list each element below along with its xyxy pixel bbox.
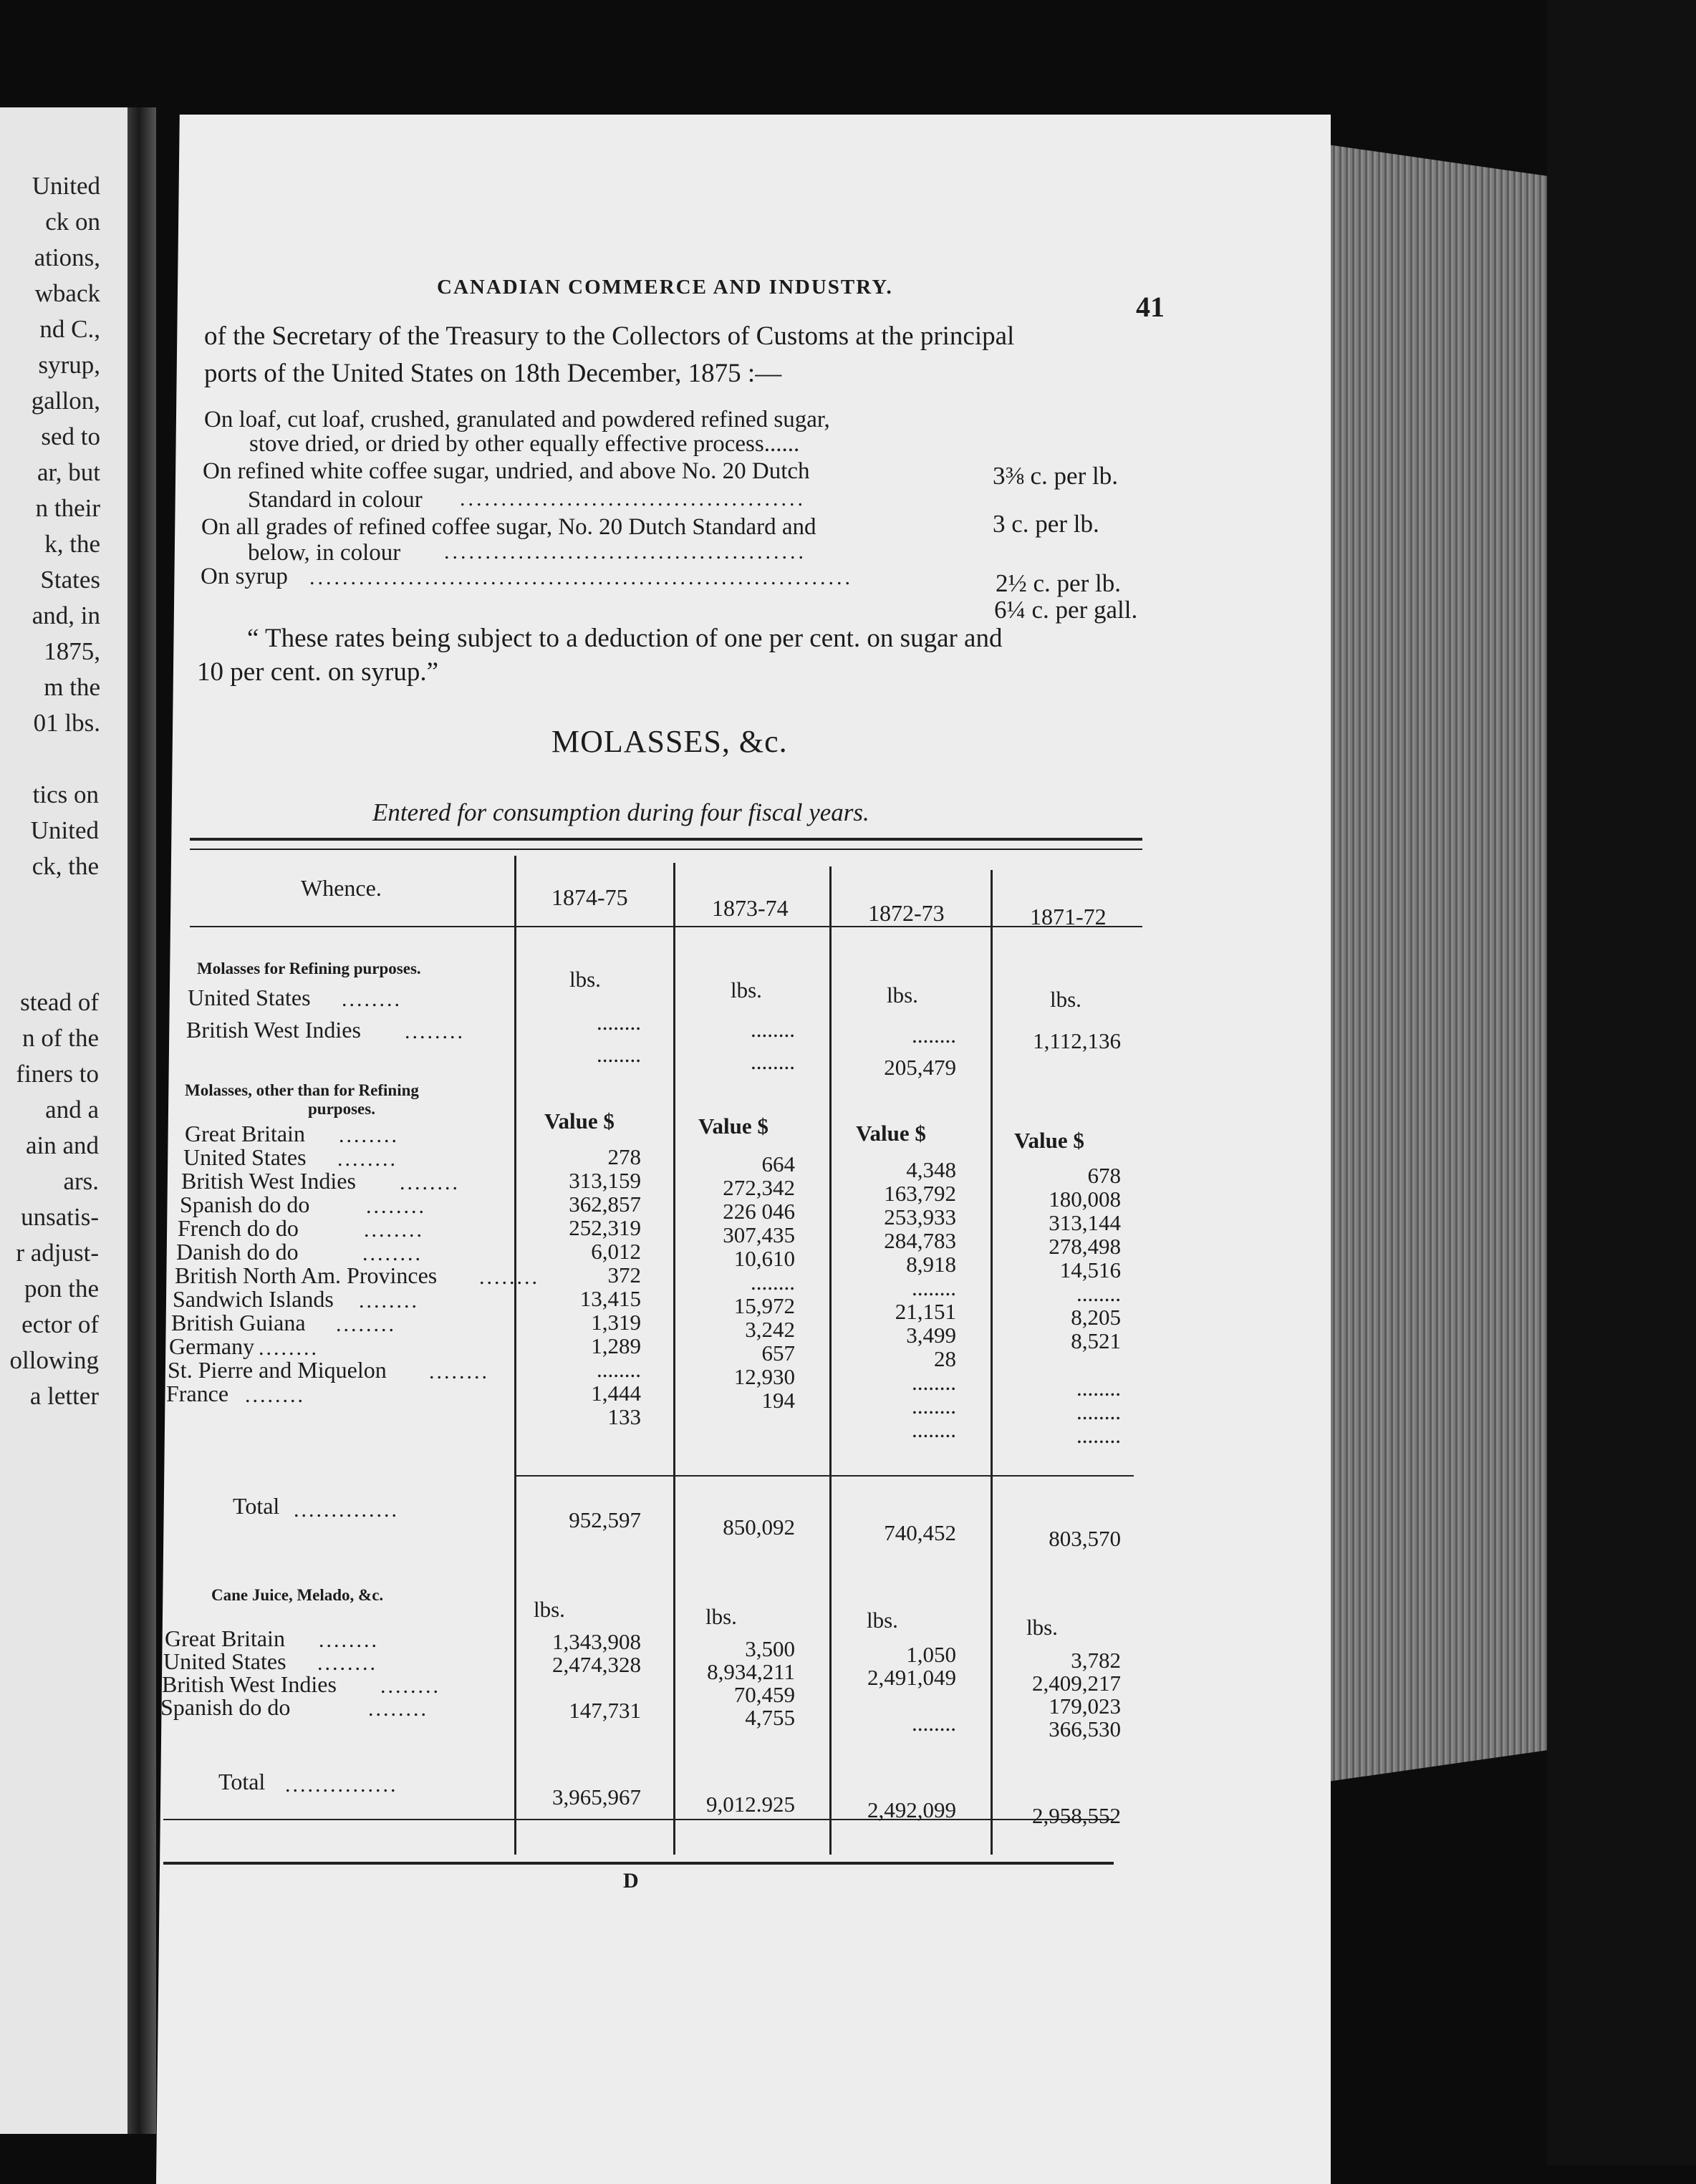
rate-line-6: below, in colour	[248, 540, 401, 566]
table-cell: 13,415	[579, 1286, 641, 1311]
rate-line-5: On all grades of refined coffee sugar, No. 20 Dutch Standard and	[201, 514, 816, 540]
table-cell: ........	[1076, 1423, 1121, 1448]
left-page-text: finers to	[16, 1060, 99, 1088]
left-page-text: ar, but	[37, 458, 100, 486]
table-cell: 8,521	[1071, 1328, 1121, 1353]
total-cell: 2,492,099	[867, 1797, 956, 1822]
unit-label: lbs.	[887, 982, 918, 1008]
table-cell: 372	[607, 1262, 641, 1287]
unit-label: lbs.	[705, 1604, 737, 1629]
leader-dots: ........	[400, 1171, 460, 1194]
left-page-text: ollowing	[9, 1346, 99, 1374]
total-label: Total	[233, 1493, 280, 1519]
table-cell: 10,610	[733, 1246, 795, 1271]
rate-value-1: 3⅜ c. per lb.	[993, 462, 1118, 490]
row-label: United States	[163, 1648, 286, 1674]
table-cell: 8,918	[906, 1252, 956, 1277]
rate-value-3: 2½ c. per lb.	[996, 569, 1121, 597]
leader-dots: ........	[319, 1628, 379, 1652]
table-cell: 194	[761, 1388, 795, 1413]
total-cell: 850,092	[723, 1514, 795, 1540]
table-cell: ........	[597, 1357, 641, 1382]
column-divider	[991, 870, 993, 1855]
table-cell: ........	[597, 1042, 641, 1067]
rate-line-4: Standard in colour	[248, 487, 423, 513]
left-page-text: and, in	[32, 601, 100, 629]
table-cell: 12,930	[733, 1364, 795, 1389]
total-cell: 952,597	[569, 1507, 641, 1532]
left-page-text: gallon,	[31, 387, 100, 415]
row-label: Great Britain	[185, 1121, 305, 1146]
table-cell: ........	[751, 1049, 795, 1074]
table-cell: 2,474,328	[552, 1652, 641, 1677]
table-cell: 15,972	[733, 1293, 795, 1318]
row-label: United States	[188, 985, 311, 1010]
row-label: Great Britain	[165, 1625, 285, 1651]
total-rule	[514, 1475, 1134, 1477]
total-label: Total	[218, 1769, 266, 1794]
unit-label: lbs.	[1026, 1615, 1058, 1640]
table-cell: 3,500	[745, 1636, 795, 1661]
table-cell: ........	[912, 1275, 956, 1300]
table-top-rule	[190, 838, 1142, 841]
unit-label: Value $	[544, 1108, 615, 1134]
rate-value-2: 3 c. per lb.	[993, 510, 1099, 538]
leader-dots: ........	[362, 1242, 423, 1265]
column-header-1873-74: 1873-74	[712, 895, 789, 921]
table-cell: ........	[912, 1023, 956, 1048]
row-label: Spanish do do	[160, 1694, 291, 1720]
table-cell: 252,319	[569, 1215, 641, 1240]
total-cell: 2,958,552	[1032, 1803, 1121, 1828]
table-cell: 28	[934, 1346, 956, 1371]
table-cell: 657	[761, 1340, 795, 1366]
section-subtitle: Entered for consumption during four fiscal years.	[372, 798, 869, 826]
table-cell: 664	[761, 1151, 795, 1176]
table-cell: 1,444	[591, 1381, 641, 1406]
table-cell: 180,008	[1049, 1187, 1121, 1212]
left-page-text: 1875,	[44, 637, 100, 665]
row-label: Germany	[169, 1333, 255, 1359]
rate-value-4: 6¼ c. per gall.	[994, 596, 1138, 624]
left-page-text: tics on	[32, 781, 99, 808]
table-cell: 179,023	[1049, 1693, 1121, 1719]
table-cell: 2,491,049	[867, 1665, 956, 1690]
running-head: CANADIAN COMMERCE AND INDUSTRY.	[437, 276, 893, 299]
table-cell: 284,783	[884, 1228, 956, 1253]
left-page-text: stead of	[20, 988, 99, 1016]
table-cell: 678	[1087, 1163, 1121, 1188]
table-cell: 4,755	[745, 1705, 795, 1730]
left-page-text: ain and	[25, 1131, 99, 1159]
table-cell: 313,144	[1049, 1210, 1121, 1235]
left-page-text: n their	[35, 494, 100, 522]
table-cell: ........	[912, 1370, 956, 1395]
row-label: St. Pierre and Miquelon	[168, 1357, 387, 1383]
column-divider	[829, 866, 832, 1855]
total-cell: 3,965,967	[552, 1784, 641, 1809]
unit-label: Value $	[698, 1113, 768, 1139]
table-cell: 278	[607, 1144, 641, 1169]
column-divider	[673, 863, 675, 1855]
table-cell: 8,205	[1071, 1305, 1121, 1330]
table-cell: ........	[751, 1270, 795, 1295]
left-page-text: United	[30, 816, 99, 844]
column-header-1872-73: 1872-73	[868, 900, 945, 926]
unit-label: Value $	[1014, 1128, 1084, 1153]
leader-dots: ........	[366, 1194, 426, 1218]
table-cell: 1,319	[591, 1310, 641, 1335]
table-cell: 1,289	[591, 1333, 641, 1358]
leader-dots: ........	[429, 1360, 489, 1383]
background-right	[1547, 0, 1696, 2165]
table-cell: 3,242	[745, 1317, 795, 1342]
row-label: British West Indies	[181, 1168, 356, 1194]
signature-mark: D	[623, 1869, 639, 1893]
table-cell: ........	[597, 1010, 641, 1035]
left-page-text: pon the	[24, 1275, 99, 1303]
left-page-text: syrup,	[38, 351, 100, 379]
table-cell: 2,409,217	[1032, 1671, 1121, 1696]
left-page-text: sed to	[41, 422, 100, 450]
table-top-rule-thin	[190, 849, 1142, 850]
quote-line-1: “ These rates being subject to a deduction of one per cent. on sugar and	[247, 624, 1003, 653]
row-label: France	[166, 1381, 229, 1406]
row-label: British West Indies	[186, 1017, 361, 1043]
leader-dots: ........	[368, 1697, 428, 1721]
row-label: British North Am. Provinces	[175, 1262, 438, 1288]
left-page-text: unsatis-	[21, 1203, 99, 1231]
column-header-whence: Whence.	[301, 875, 382, 901]
table-cell: 366,530	[1049, 1716, 1121, 1741]
total-cell: 9,012.925	[706, 1792, 795, 1817]
row-label: French do do	[178, 1215, 299, 1241]
table-cell: 6,012	[591, 1239, 641, 1264]
group-heading-refining: Molasses for Refining purposes.	[197, 960, 421, 977]
left-page-text: n of the	[22, 1024, 99, 1052]
row-label: Sandwich Islands	[173, 1286, 334, 1312]
table-cell: 362,857	[569, 1192, 641, 1217]
rate-line-3: On refined white coffee sugar, undried, and above No. 20 Dutch	[203, 458, 810, 484]
leader-dots: ........	[342, 987, 402, 1011]
page-edges	[1318, 143, 1547, 1783]
left-page-text: and a	[45, 1096, 99, 1124]
left-page-text: ations,	[34, 243, 100, 271]
leader-dots: ........	[405, 1020, 465, 1043]
leader-dots: ........	[259, 1336, 319, 1360]
leader-dots: ............................................	[444, 540, 806, 564]
table-cell: ........	[912, 1393, 956, 1419]
leader-dots: ........	[359, 1289, 419, 1313]
column-divider	[514, 856, 516, 1855]
column-header-1871-72: 1871-72	[1030, 904, 1107, 929]
table-cell: 14,516	[1059, 1257, 1121, 1282]
row-label: Danish do do	[176, 1239, 299, 1265]
left-page-text: ector of	[21, 1310, 99, 1338]
book-gutter	[127, 107, 156, 2134]
unit-label: lbs.	[1050, 987, 1081, 1012]
intro-line-1: of the Secretary of the Treasury to the Collectors of Customs at the principal	[204, 322, 1015, 351]
group-heading-other: Molasses, other than for Refining	[185, 1081, 419, 1099]
table-cell: ........	[751, 1017, 795, 1042]
leader-dots: ........	[339, 1124, 399, 1147]
section-title: MOLASSES, &c.	[551, 724, 788, 759]
table-cell: ........	[912, 1417, 956, 1442]
left-page-text: States	[40, 566, 100, 594]
row-label: Spanish do do	[180, 1192, 310, 1217]
row-label: British Guiana	[171, 1310, 306, 1335]
table-cell: 1,343,908	[552, 1629, 641, 1654]
unit-label: lbs.	[569, 967, 601, 992]
leader-dots: ........	[337, 1147, 398, 1171]
table-cell: 313,159	[569, 1168, 641, 1193]
total-cell: 740,452	[884, 1520, 956, 1545]
leader-dots: ........	[336, 1313, 396, 1336]
column-header-1874-75: 1874-75	[551, 884, 628, 910]
table-cell: 163,792	[884, 1181, 956, 1206]
table-cell: 307,435	[723, 1222, 795, 1247]
row-label: British West Indies	[162, 1671, 337, 1697]
left-page-text: r adjust-	[16, 1239, 99, 1267]
unit-label: Value $	[856, 1121, 926, 1146]
table-cell: 21,151	[895, 1299, 956, 1324]
table-cell: 133	[607, 1404, 641, 1429]
quote-line-2: 10 per cent. on syrup.”	[197, 657, 439, 687]
leader-dots: ........	[380, 1674, 440, 1698]
leader-dots: ........	[317, 1651, 377, 1675]
unit-label: lbs.	[731, 977, 762, 1002]
rate-line-2: stove dried, or dried by other equally effective process......	[249, 431, 800, 457]
leader-dots: ...............	[285, 1773, 398, 1797]
table-cell: 4,348	[906, 1157, 956, 1182]
rate-line-7: On syrup	[201, 564, 288, 589]
table-cell: 8,934,211	[707, 1659, 795, 1684]
left-page-text: nd C.,	[39, 315, 100, 343]
unit-label: lbs.	[867, 1608, 898, 1633]
table-cell: 226 046	[723, 1199, 795, 1224]
total-rule	[163, 1819, 1114, 1820]
leader-dots: ........	[245, 1383, 305, 1407]
leader-dots: ........	[479, 1265, 539, 1289]
left-page-text: ck on	[45, 208, 100, 236]
left-page-text: wback	[34, 279, 100, 307]
table-cell: ........	[1076, 1399, 1121, 1424]
table-cell: 272,342	[723, 1175, 795, 1200]
leader-dots: ..............	[294, 1498, 399, 1522]
leader-dots: ........	[364, 1218, 424, 1242]
table-cell: 147,731	[569, 1698, 641, 1723]
table-cell: 253,933	[884, 1204, 956, 1229]
table-cell: 278,498	[1049, 1234, 1121, 1259]
table-cell: ........	[1076, 1281, 1121, 1306]
left-page-text: m the	[44, 673, 100, 701]
row-label: United States	[183, 1144, 307, 1170]
table-cell: 3,499	[906, 1323, 956, 1348]
unit-label: lbs.	[534, 1597, 565, 1622]
group-heading-other-2: purposes.	[308, 1100, 375, 1118]
left-page-text: a letter	[29, 1382, 99, 1410]
table-cell: 3,782	[1071, 1648, 1121, 1673]
table-cell: ........	[1076, 1376, 1121, 1401]
page-number: 41	[1136, 291, 1165, 323]
left-page-text: k, the	[44, 530, 100, 558]
table-cell: 205,479	[884, 1055, 956, 1080]
table-cell: 1,050	[906, 1642, 956, 1667]
table-cell: 1,112,136	[1033, 1028, 1121, 1053]
leader-dots: ..........................................	[460, 487, 806, 511]
left-page-fragment	[0, 107, 143, 2134]
table-bottom-rule	[163, 1862, 1114, 1865]
group-heading-cane: Cane Juice, Melado, &c.	[211, 1586, 384, 1604]
left-page-text: United	[32, 172, 100, 200]
leader-dots: ..................................................................	[309, 566, 853, 589]
table-cell: ........	[912, 1711, 956, 1736]
header-rule	[190, 926, 1142, 927]
total-cell: 803,570	[1049, 1526, 1121, 1551]
rate-line-1: On loaf, cut loaf, crushed, granulated and powdered refined sugar,	[204, 407, 830, 433]
table-cell: 70,459	[733, 1682, 795, 1707]
intro-line-2: ports of the United States on 18th December, 1875 :—	[204, 359, 782, 388]
left-page-text: 01 lbs.	[33, 709, 100, 737]
left-page-text: ck, the	[32, 852, 99, 880]
left-page-text: ars.	[63, 1167, 99, 1195]
